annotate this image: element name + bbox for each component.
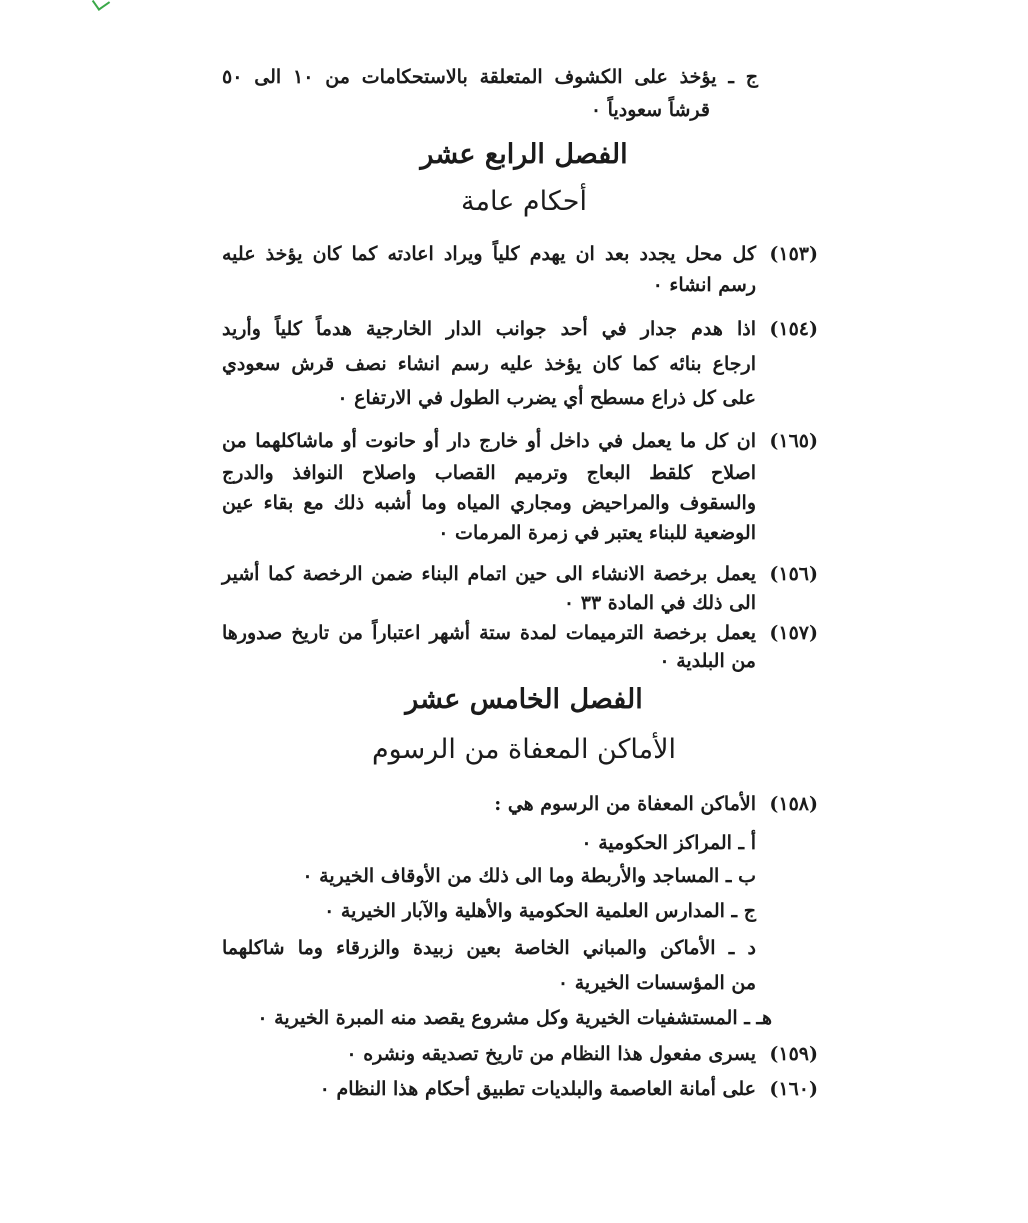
article-158-item-d-cont: من المؤسسات الخيرية ٠ <box>557 972 756 994</box>
article-153-number: (١٥٣) <box>769 243 818 265</box>
top-clause-line-1: ج ـ يؤخذ على الكشوف المتعلقة بالاستحكامات من ١٠ الى ٥٠ <box>222 66 759 88</box>
article-165-line-1: ان كل ما يعمل في داخل أو خارج دار أو حانوت أو ماشاكلهما من <box>222 430 756 452</box>
article-158-intro: الأماكن المعفاة من الرسوم هي : <box>494 793 756 815</box>
article-156-line-1: يعمل برخصة الانشاء الى حين اتمام البناء ضمن الرخصة كما أشير <box>222 563 756 585</box>
article-158-item-d: د ـ الأماكن والمباني الخاصة بعين زبيدة والزرقاء وما شاكلهما <box>222 937 756 959</box>
chapter-15-subtitle: الأماكن المعفاة من الرسوم <box>371 734 677 765</box>
article-156-line-2: الى ذلك في المادة ٣٣ ٠ <box>563 592 756 614</box>
article-156-number: (١٥٦) <box>769 563 818 585</box>
article-158-item-b: ب ـ المساجد والأربطة وما الى ذلك من الأوقاف الخيرية ٠ <box>302 865 756 887</box>
article-165-line-3: والسقوف والمراحيض ومجاري المياه وما أشبه ذلك مع بقاء عين <box>222 492 756 514</box>
article-157-line-2: من البلدية ٠ <box>659 650 756 672</box>
article-165-number: (١٦٥) <box>769 430 818 452</box>
article-158-item-e: هـ ـ المستشفيات الخيرية وكل مشروع يقصد منه المبرة الخيرية ٠ <box>257 1007 772 1029</box>
article-154-line-3: على كل ذراع مسطح أي يضرب الطول في الارتفاع ٠ <box>337 387 756 409</box>
article-158-item-a: أ ـ المراكز الحكومية ٠ <box>581 832 756 854</box>
article-157-number: (١٥٧) <box>769 622 818 644</box>
article-158-number: (١٥٨) <box>769 793 818 815</box>
article-158-item-c: ج ـ المدارس العلمية الحكومية والأهلية والآبار الخيرية ٠ <box>324 900 756 922</box>
article-154-number: (١٥٤) <box>769 318 818 340</box>
article-159-text: يسرى مفعول هذا النظام من تاريخ تصديقه ونشره ٠ <box>346 1043 756 1065</box>
chapter-14-title: الفصل الرابع عشر <box>420 139 628 170</box>
chapter-15-title: الفصل الخامس عشر <box>405 684 643 715</box>
text-column <box>222 0 818 1223</box>
article-153-line-2: رسم انشاء ٠ <box>652 274 756 296</box>
article-157-line-1: يعمل برخصة الترميمات لمدة ستة أشهر اعتباراً من تاريخ صدورها <box>222 622 756 644</box>
article-160-text: على أمانة العاصمة والبلديات تطبيق أحكام هذا النظام ٠ <box>319 1078 756 1100</box>
chapter-14-subtitle: أحكام عامة <box>461 186 587 217</box>
article-165-line-2: اصلاح كلقط البعاج وترميم القصاب واصلاح النوافذ والدرج <box>222 462 756 484</box>
article-153-line-1: كل محل يجدد بعد ان يهدم كلياً ويراد اعادته كما كان يؤخذ عليه <box>222 243 756 265</box>
article-159-number: (١٥٩) <box>769 1043 818 1065</box>
corner-check-mark-icon <box>92 0 110 11</box>
article-154-line-2: ارجاع بنائه كما كان يؤخذ عليه رسم انشاء نصف قرش سعودي <box>222 353 756 375</box>
article-160-number: (١٦٠) <box>769 1078 818 1100</box>
article-165-line-4: الوضعية للبناء يعتبر في زمرة المرمات ٠ <box>438 522 756 544</box>
top-clause-line-2: قرشاً سعودياً ٠ <box>590 99 710 121</box>
article-154-line-1: اذا هدم جدار في أحد جوانب الدار الخارجية هدماً كلياً وأريد <box>222 318 756 340</box>
